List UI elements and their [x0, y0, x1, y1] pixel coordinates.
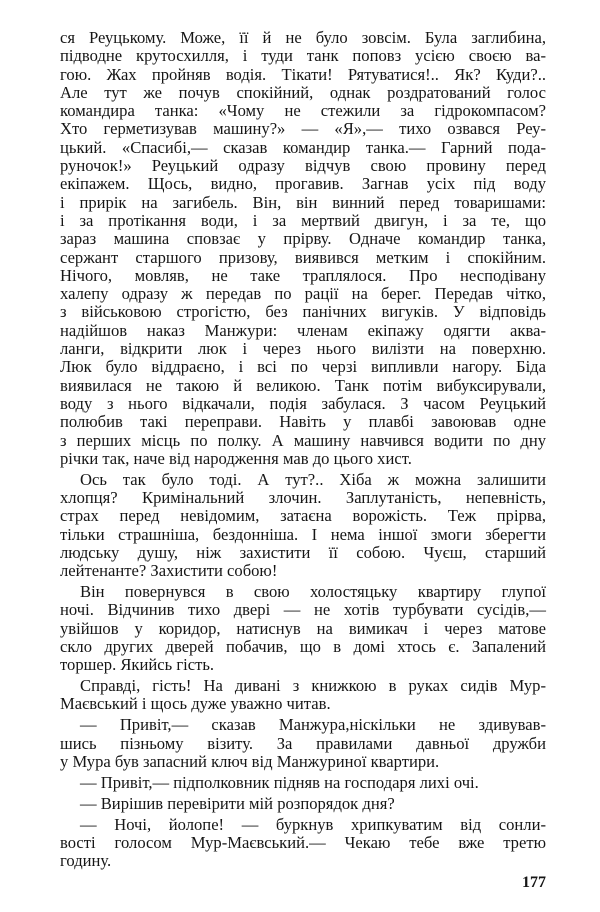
paragraph [60, 795, 546, 813]
text-line: цький. «Спасибі,— сказав командир танка.— Гарний пода- [60, 137, 546, 157]
text-line: у Мура був запасний ключ від Манжуриної квартири. [60, 751, 440, 771]
text-line: — Ночі, йолопе! — буркнув хрипкуватим від сонли- [80, 814, 546, 834]
text-line: підводне крутосхилля, і туди танк поповз усією своєю ва- [60, 46, 546, 66]
paragraph [60, 471, 546, 581]
paragraph [60, 583, 546, 674]
text-line: і прирік на загибель. Він, він винний перед товаришами: [60, 192, 546, 212]
text-line: полюбив такі переправи. Навіть у плавбі завоював одне [60, 412, 546, 432]
text-line: людську душу, ніж захистити її собою. Чуєш, старший [60, 542, 546, 562]
text-line: страх перед невідомим, затаєна ворожість. Теж прірва, [60, 506, 546, 526]
text-line: ся Реуцькому. Може, її й не було зовсім. Була заглибина, [60, 28, 546, 47]
text-line: скло других дверей побачив, що в домі хтось є. Запалений [60, 636, 546, 656]
text-line: вості голосом Мур-Маєвський.— Чекаю тебе вже третю [60, 832, 546, 852]
text-line: хлопця? Кримінальний злочин. Заплутаність, непевність, [60, 488, 546, 508]
text-line: Але тут же почув спокійний, однак роздратований голос [60, 82, 546, 102]
text-line: лейтенанте? Захистити собою! [60, 561, 278, 581]
text-line: надійшов наказ Манжури: членам екіпажу одягти аква- [60, 320, 546, 340]
text-line: — Привіт,— сказав Манжура,ніскільки не здивував- [80, 715, 546, 735]
paragraph [60, 816, 546, 871]
text-line: Нічого, мовляв, не таке траплялося. Про несподівану [60, 265, 546, 285]
text-line: зараз машина сповзає у прірву. Одначе командир танка, [60, 229, 546, 249]
text-line: Хто герметизував машину?» — «Я»,— тихо озвався Реу- [60, 119, 546, 139]
page-body [60, 29, 546, 873]
paragraph [60, 774, 546, 792]
text-line: річки так, наче від народження мав до цього хист. [60, 448, 412, 468]
text-line: торшер. Якийсь гість. [60, 655, 215, 675]
text-line: Люк було віддраєно, і всі по черзі випливли нагору. Біда [60, 357, 546, 377]
paragraph [60, 716, 546, 771]
paragraph [60, 29, 546, 468]
text-line: увійшов у коридор, натиснув на вимикач і через матове [60, 618, 546, 638]
text-line: гою. Жах пройняв водія. Тікати! Рятуватися!.. Як? Куди?.. [60, 64, 546, 84]
text-line: Він повернувся в свою холостяцьку квартиру глупої [80, 582, 546, 602]
text-line: екіпажем. Щось, видно, прогавив. Загнав усіх під воду [60, 174, 546, 194]
text-line: з перших місць по полку. А машину навчився водити по дну [60, 430, 546, 450]
text-line: командира танка: «Чому не стежили за гідрокомпасом? [60, 101, 546, 121]
text-line: з військовою строгістю, без панічних вигуків. У відповідь [60, 302, 546, 322]
text-line: сержант старшого призову, виявився метким і спокійним. [60, 247, 546, 267]
text-line: воду з нього відкачали, подія забулася. З часом Реуцький [60, 393, 546, 413]
paragraph [60, 677, 546, 714]
text-line: ланги, відкрити люк і через нього вилізти на поверхню. [60, 339, 546, 359]
text-line: ночі. Відчинив тихо двері — не хотів турбувати сусідів,— [60, 600, 546, 620]
text-line: руночок!» Реуцький одразу відчув свою провину перед [60, 156, 546, 176]
text-line: — Вирішив перевірити мій розпорядок дня? [80, 793, 395, 813]
text-line: Справді, гість! На дивані з книжкою в руках сидів Мур- [80, 676, 546, 696]
text-line: Маєвський і щось дуже уважно читав. [60, 694, 331, 714]
page-number: 177 [522, 874, 546, 891]
text-line: шись пізньому візиту. За правилами давньої дружби [60, 733, 546, 753]
text-line: виявилася не такою й великою. Танк потім вибуксирували, [60, 375, 546, 395]
text-line: халепу одразу ж передав по рації на берег. Передав чітко, [60, 284, 546, 304]
text-line: — Привіт,— підполковник підняв на господаря лихі очі. [80, 772, 479, 792]
text-line: і за протікання води, і за мертвий двигун, і за те, що [60, 210, 546, 230]
text-line: тільки страшніша, бездонніша. І нема іншої змоги зберегти [60, 524, 546, 544]
text-line: годину. [60, 851, 112, 871]
text-line: Ось так було тоді. А тут?.. Хіба ж можна залишити [80, 469, 546, 489]
